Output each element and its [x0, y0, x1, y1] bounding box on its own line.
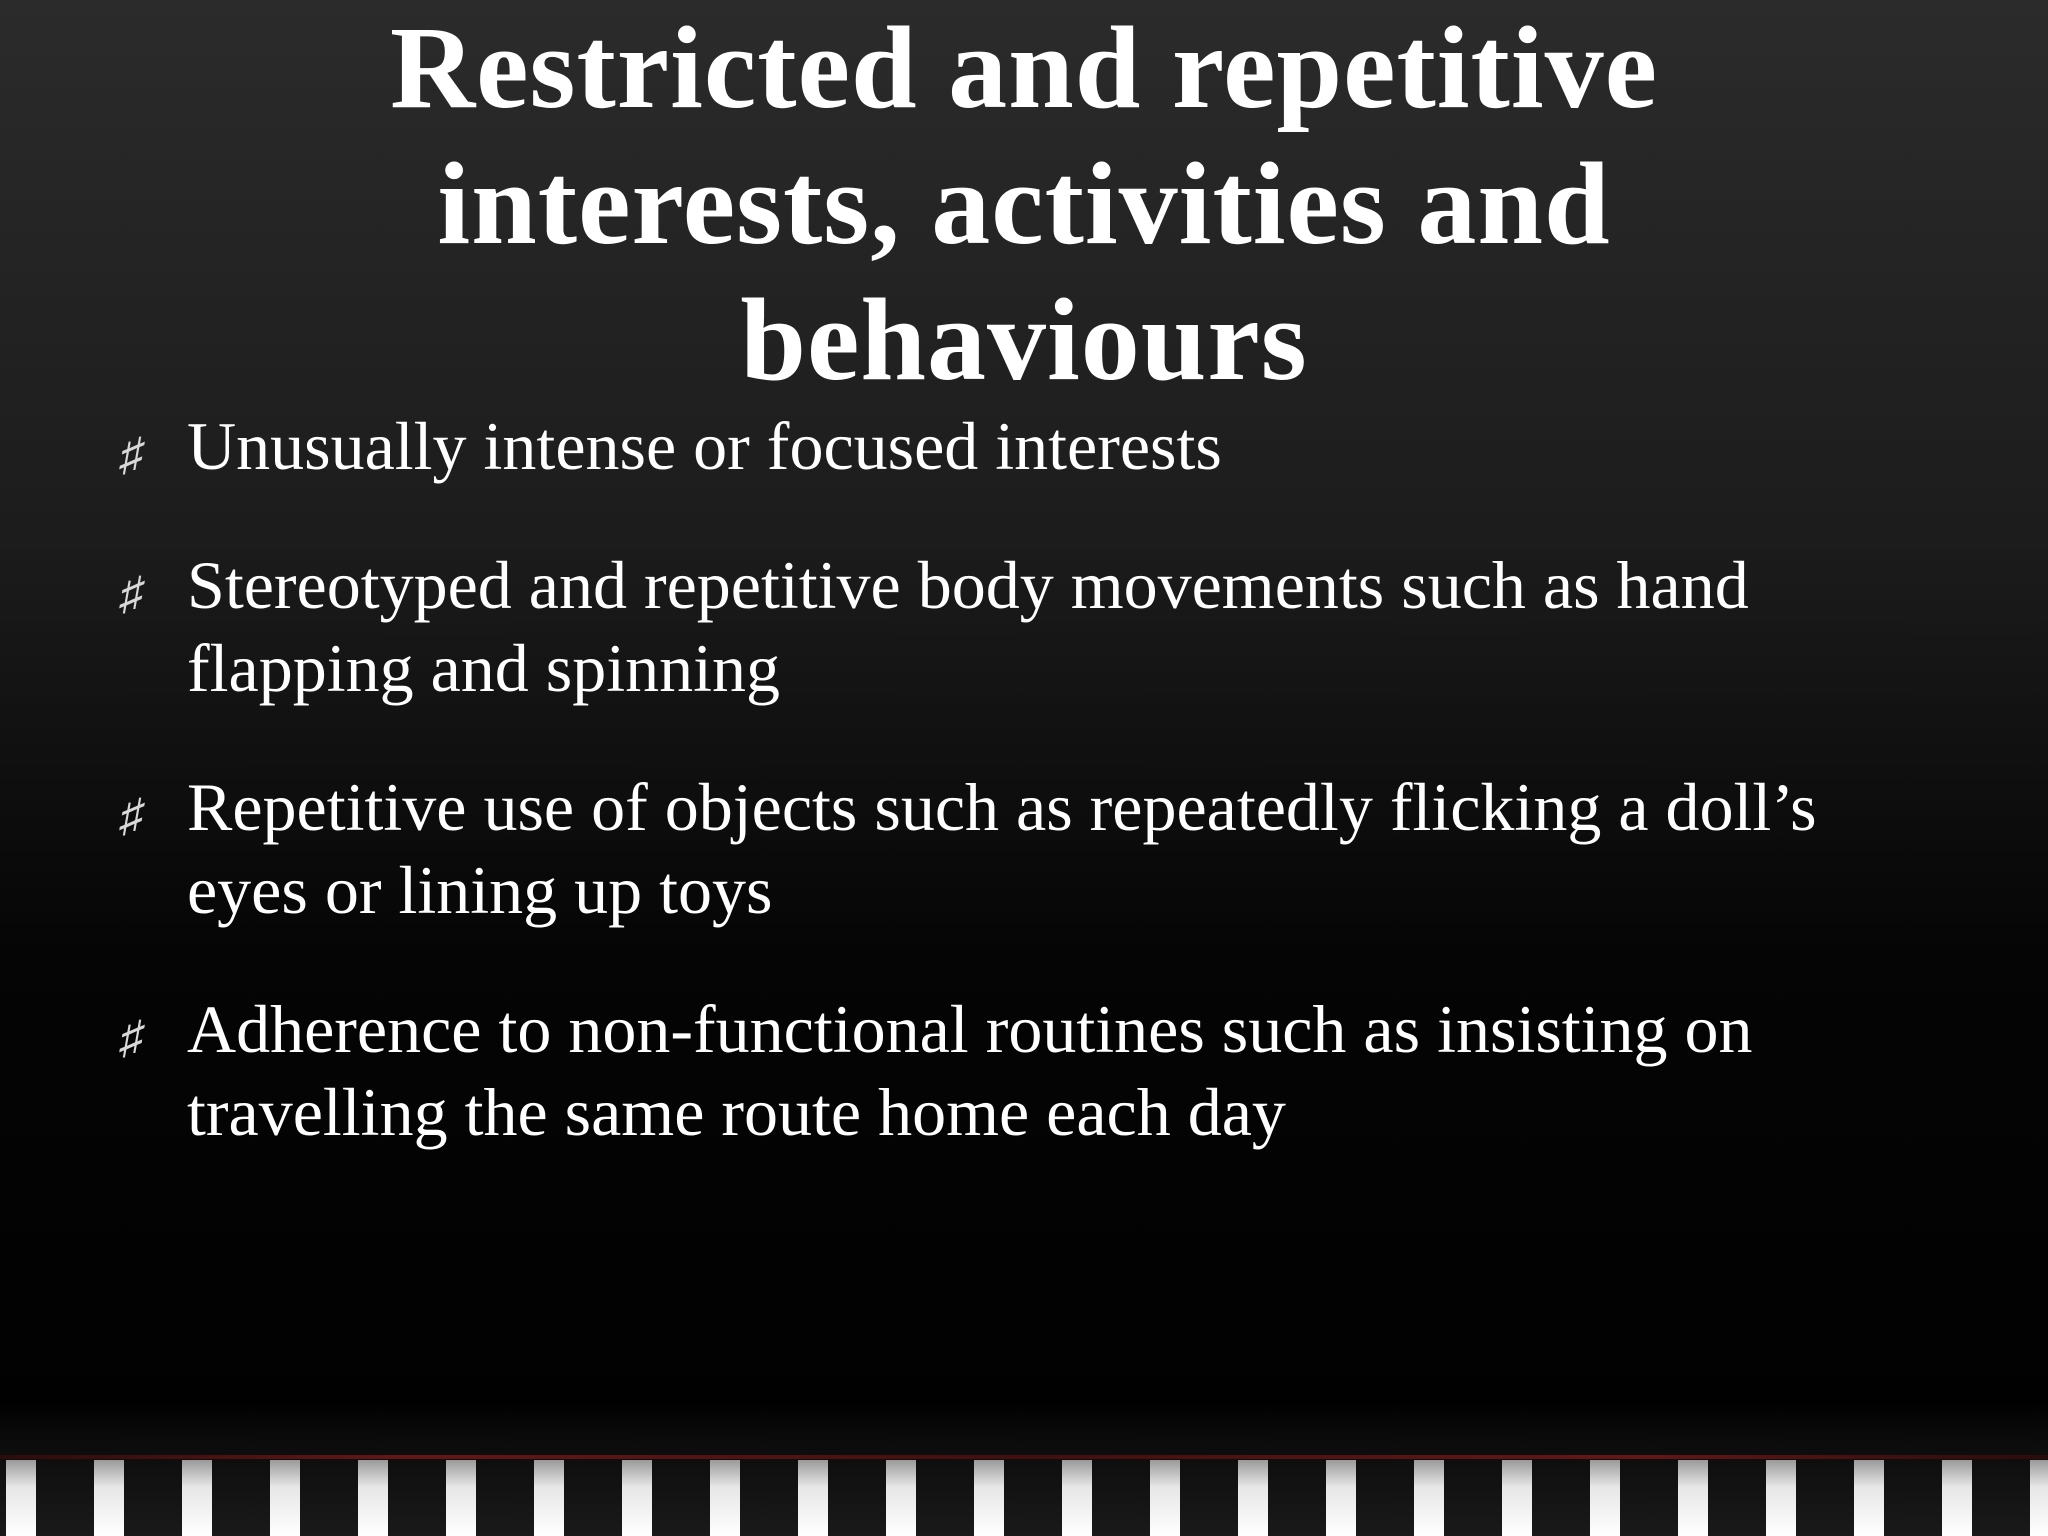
piano-white-key — [1238, 1460, 1268, 1536]
bullet-item — [120, 988, 1940, 1154]
bullet-text: Repetitive use of objects such as repeatedly flicking a doll’s eyes or lining up toys — [187, 769, 1817, 928]
piano-white-key — [94, 1460, 124, 1536]
bullet-text: Stereotyped and repetitive body movements such as hand flapping and spinning — [187, 547, 1749, 706]
slide-title — [0, 0, 2048, 408]
sharp-sign-icon: ♯ — [120, 568, 143, 619]
bullet-list — [120, 405, 1940, 1210]
piano-white-key — [710, 1460, 740, 1536]
bullet-text: Unusually intense or focused interests — [187, 408, 1222, 484]
title-line-1: Restricted and repetitive — [389, 2, 1659, 133]
piano-white-key — [2030, 1460, 2048, 1536]
piano-white-key — [886, 1460, 916, 1536]
piano-white-key — [1062, 1460, 1092, 1536]
piano-white-key — [270, 1460, 300, 1536]
piano-white-key — [1854, 1460, 1884, 1536]
sharp-sign-icon: ♯ — [120, 790, 143, 841]
key-edge-highlight — [0, 1455, 2048, 1459]
piano-white-key — [1150, 1460, 1180, 1536]
piano-white-key — [1678, 1460, 1708, 1536]
piano-white-key — [1414, 1460, 1444, 1536]
piano-white-key — [974, 1460, 1004, 1536]
piano-white-key — [1942, 1460, 1972, 1536]
piano-white-key — [6, 1460, 36, 1536]
title-line-3: behaviours — [740, 274, 1308, 405]
bullet-item — [120, 405, 1940, 488]
sharp-sign-icon: ♯ — [120, 429, 143, 480]
piano-white-key — [182, 1460, 212, 1536]
piano-white-key — [446, 1460, 476, 1536]
piano-white-key — [1766, 1460, 1796, 1536]
piano-white-key — [1502, 1460, 1532, 1536]
piano-white-key — [1326, 1460, 1356, 1536]
piano-white-key — [358, 1460, 388, 1536]
piano-white-key — [1590, 1460, 1620, 1536]
bullet-item — [120, 766, 1940, 932]
piano-keyboard-image — [0, 1400, 2048, 1536]
piano-white-key — [622, 1460, 652, 1536]
bullet-item — [120, 544, 1940, 710]
piano-white-key — [534, 1460, 564, 1536]
sharp-sign-icon: ♯ — [120, 1012, 143, 1063]
bullet-text: Adherence to non-functional routines such as insisting on travelling the same route home each day — [187, 991, 1753, 1150]
piano-white-key — [798, 1460, 828, 1536]
title-line-2: interests, activities and — [437, 138, 1611, 269]
